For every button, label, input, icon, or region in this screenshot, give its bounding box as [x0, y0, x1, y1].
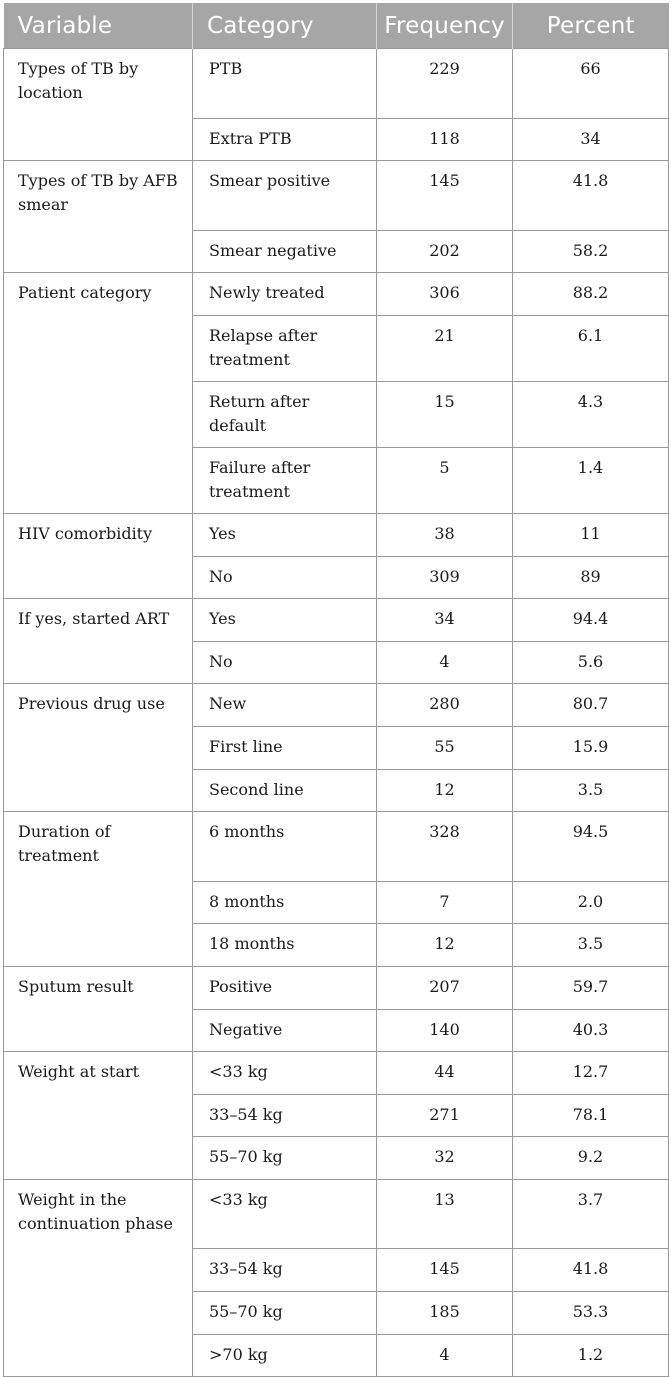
- category-cell: <33 kg: [193, 1179, 377, 1249]
- category-cell: 18 months: [193, 924, 377, 967]
- frequency-cell: 271: [377, 1094, 513, 1137]
- frequency-cell: 309: [377, 556, 513, 599]
- table-header: [4, 3, 669, 49]
- category-cell: Smear positive: [193, 161, 377, 231]
- percent-cell: 80.7: [513, 684, 669, 727]
- variable-cell: HIV comorbidity: [4, 513, 193, 598]
- table-row: [4, 966, 669, 1009]
- category-cell: Return after default: [193, 381, 377, 447]
- variable-cell: Weight in the continuation phase: [4, 1179, 193, 1376]
- category-cell: <33 kg: [193, 1052, 377, 1095]
- percent-cell: 59.7: [513, 966, 669, 1009]
- frequency-cell: 12: [377, 769, 513, 812]
- table-row: [4, 49, 669, 119]
- percent-cell: 1.2: [513, 1334, 669, 1377]
- category-cell: Smear negative: [193, 230, 377, 273]
- frequency-cell: 15: [377, 381, 513, 447]
- category-cell: No: [193, 556, 377, 599]
- table-row: [4, 812, 669, 882]
- percent-cell: 58.2: [513, 230, 669, 273]
- percent-cell: 41.8: [513, 1249, 669, 1292]
- percent-cell: 11: [513, 513, 669, 556]
- percent-cell: 53.3: [513, 1292, 669, 1335]
- percent-cell: 94.5: [513, 812, 669, 882]
- category-cell: Yes: [193, 513, 377, 556]
- frequency-cell: 7: [377, 881, 513, 924]
- variable-cell: Duration of treatment: [4, 812, 193, 967]
- variable-cell: Types of TB by AFB smear: [4, 161, 193, 273]
- tb-characteristics-table: [3, 3, 669, 1377]
- percent-cell: 94.4: [513, 599, 669, 642]
- frequency-cell: 306: [377, 273, 513, 316]
- category-cell: PTB: [193, 49, 377, 119]
- percent-cell: 88.2: [513, 273, 669, 316]
- frequency-cell: 4: [377, 641, 513, 684]
- percent-cell: 34: [513, 118, 669, 161]
- frequency-cell: 145: [377, 161, 513, 231]
- category-cell: Second line: [193, 769, 377, 812]
- frequency-cell: 328: [377, 812, 513, 882]
- category-cell: Extra PTB: [193, 118, 377, 161]
- percent-cell: 3.5: [513, 924, 669, 967]
- frequency-cell: 44: [377, 1052, 513, 1095]
- table-row: [4, 1052, 669, 1095]
- header-percent: Percent: [513, 3, 669, 49]
- table-row: [4, 273, 669, 316]
- frequency-cell: 13: [377, 1179, 513, 1249]
- frequency-cell: 280: [377, 684, 513, 727]
- category-cell: 8 months: [193, 881, 377, 924]
- category-cell: No: [193, 641, 377, 684]
- frequency-cell: 12: [377, 924, 513, 967]
- table-row: [4, 161, 669, 231]
- frequency-cell: 118: [377, 118, 513, 161]
- frequency-cell: 140: [377, 1009, 513, 1052]
- category-cell: Newly treated: [193, 273, 377, 316]
- frequency-cell: 5: [377, 447, 513, 513]
- percent-cell: 12.7: [513, 1052, 669, 1095]
- category-cell: 6 months: [193, 812, 377, 882]
- variable-cell: Weight at start: [4, 1052, 193, 1180]
- percent-cell: 9.2: [513, 1137, 669, 1180]
- frequency-cell: 32: [377, 1137, 513, 1180]
- percent-cell: 5.6: [513, 641, 669, 684]
- header-variable: Variable: [4, 3, 193, 49]
- frequency-cell: 4: [377, 1334, 513, 1377]
- percent-cell: 3.5: [513, 769, 669, 812]
- variable-cell: Types of TB by location: [4, 49, 193, 161]
- header-frequency: Frequency: [377, 3, 513, 49]
- header-category: Category: [193, 3, 377, 49]
- percent-cell: 15.9: [513, 726, 669, 769]
- percent-cell: 40.3: [513, 1009, 669, 1052]
- table-row: [4, 599, 669, 642]
- percent-cell: 78.1: [513, 1094, 669, 1137]
- category-cell: 55–70 kg: [193, 1292, 377, 1335]
- frequency-cell: 185: [377, 1292, 513, 1335]
- frequency-cell: 202: [377, 230, 513, 273]
- category-cell: 33–54 kg: [193, 1249, 377, 1292]
- percent-cell: 2.0: [513, 881, 669, 924]
- variable-cell: Sputum result: [4, 966, 193, 1051]
- table-row: [4, 513, 669, 556]
- category-cell: >70 kg: [193, 1334, 377, 1377]
- percent-cell: 66: [513, 49, 669, 119]
- table-row: [4, 1179, 669, 1249]
- category-cell: Failure after treatment: [193, 447, 377, 513]
- table-row: [4, 684, 669, 727]
- frequency-cell: 34: [377, 599, 513, 642]
- category-cell: Yes: [193, 599, 377, 642]
- frequency-cell: 21: [377, 315, 513, 381]
- category-cell: 33–54 kg: [193, 1094, 377, 1137]
- frequency-cell: 145: [377, 1249, 513, 1292]
- percent-cell: 41.8: [513, 161, 669, 231]
- category-cell: Negative: [193, 1009, 377, 1052]
- table-body: [4, 49, 669, 1377]
- percent-cell: 4.3: [513, 381, 669, 447]
- category-cell: First line: [193, 726, 377, 769]
- category-cell: New: [193, 684, 377, 727]
- variable-cell: If yes, started ART: [4, 599, 193, 684]
- percent-cell: 3.7: [513, 1179, 669, 1249]
- percent-cell: 89: [513, 556, 669, 599]
- percent-cell: 1.4: [513, 447, 669, 513]
- category-cell: Relapse after treatment: [193, 315, 377, 381]
- percent-cell: 6.1: [513, 315, 669, 381]
- frequency-cell: 38: [377, 513, 513, 556]
- category-cell: 55–70 kg: [193, 1137, 377, 1180]
- frequency-cell: 55: [377, 726, 513, 769]
- category-cell: Positive: [193, 966, 377, 1009]
- frequency-cell: 229: [377, 49, 513, 119]
- variable-cell: Previous drug use: [4, 684, 193, 812]
- frequency-cell: 207: [377, 966, 513, 1009]
- variable-cell: Patient category: [4, 273, 193, 514]
